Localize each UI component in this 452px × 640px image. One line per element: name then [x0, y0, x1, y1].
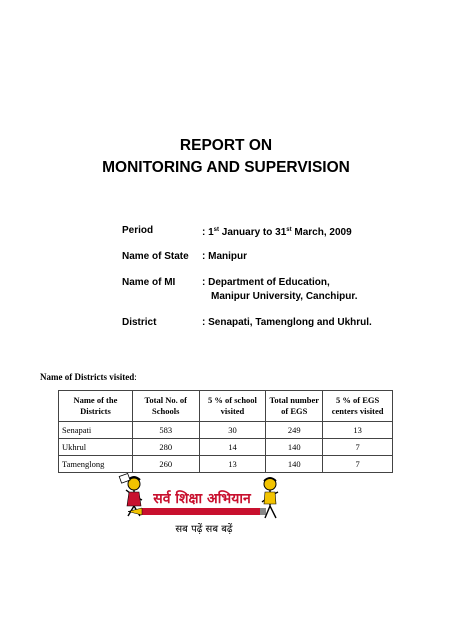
district-label: District: [122, 317, 157, 328]
cell-district: Senapati: [59, 422, 133, 439]
report-title: [0, 135, 452, 179]
header-total-schools: Total No. of Schools: [132, 391, 199, 422]
mi-value-line-2: Manipur University, Canchipur.: [211, 291, 358, 302]
cell-total-egs: 249: [266, 422, 323, 439]
district-value: : Senapati, Tamenglong and Ukhrul.: [202, 317, 372, 328]
table-header-row: [59, 391, 393, 422]
report-title-line-1: REPORT ON: [179, 137, 273, 154]
mi-value-line-1: : Department of Education,: [202, 277, 330, 288]
cell-total-schools: 280: [132, 439, 199, 456]
logo-title-text: सर्व शिक्षा अभियान: [153, 491, 251, 507]
pencil-icon: [128, 508, 266, 515]
cell-total-schools: 260: [132, 456, 199, 473]
header-egs-visited: 5 % of EGS centers visited: [323, 391, 393, 422]
header-school-visited: 5 % of school visited: [199, 391, 266, 422]
cell-school-visited: 13: [199, 456, 266, 473]
cell-total-egs: 140: [266, 439, 323, 456]
cell-egs-visited: 7: [323, 456, 393, 473]
cell-total-schools: 583: [132, 422, 199, 439]
sarva-shiksha-abhiyan-logo: [118, 472, 288, 542]
period-label: Period: [122, 225, 154, 236]
table-row: [59, 439, 393, 456]
header-total-egs: Total number of EGS: [266, 391, 323, 422]
cell-total-egs: 140: [266, 456, 323, 473]
cell-egs-visited: 7: [323, 439, 393, 456]
header-district-name: Name of the Districts: [59, 391, 133, 422]
cell-egs-visited: 13: [323, 422, 393, 439]
state-value: : Manipur: [202, 251, 247, 262]
districts-visited-label: Name of Districts visited:: [40, 372, 137, 382]
state-label: Name of State: [122, 251, 189, 262]
mi-label: Name of MI: [122, 277, 176, 288]
districts-table: [58, 390, 393, 473]
report-title-line-2: MONITORING AND SUPERVISION: [102, 159, 350, 176]
logo-slogan-text: सब पढ़ें सब बढ़ें: [175, 524, 233, 535]
cell-school-visited: 30: [199, 422, 266, 439]
table-row: [59, 456, 393, 473]
cell-district: Tamenglong: [59, 456, 133, 473]
cell-district: Ukhrul: [59, 439, 133, 456]
table-row: [59, 422, 393, 439]
cell-school-visited: 14: [199, 439, 266, 456]
period-value: : 1st January to 31st March, 2009: [202, 227, 352, 238]
